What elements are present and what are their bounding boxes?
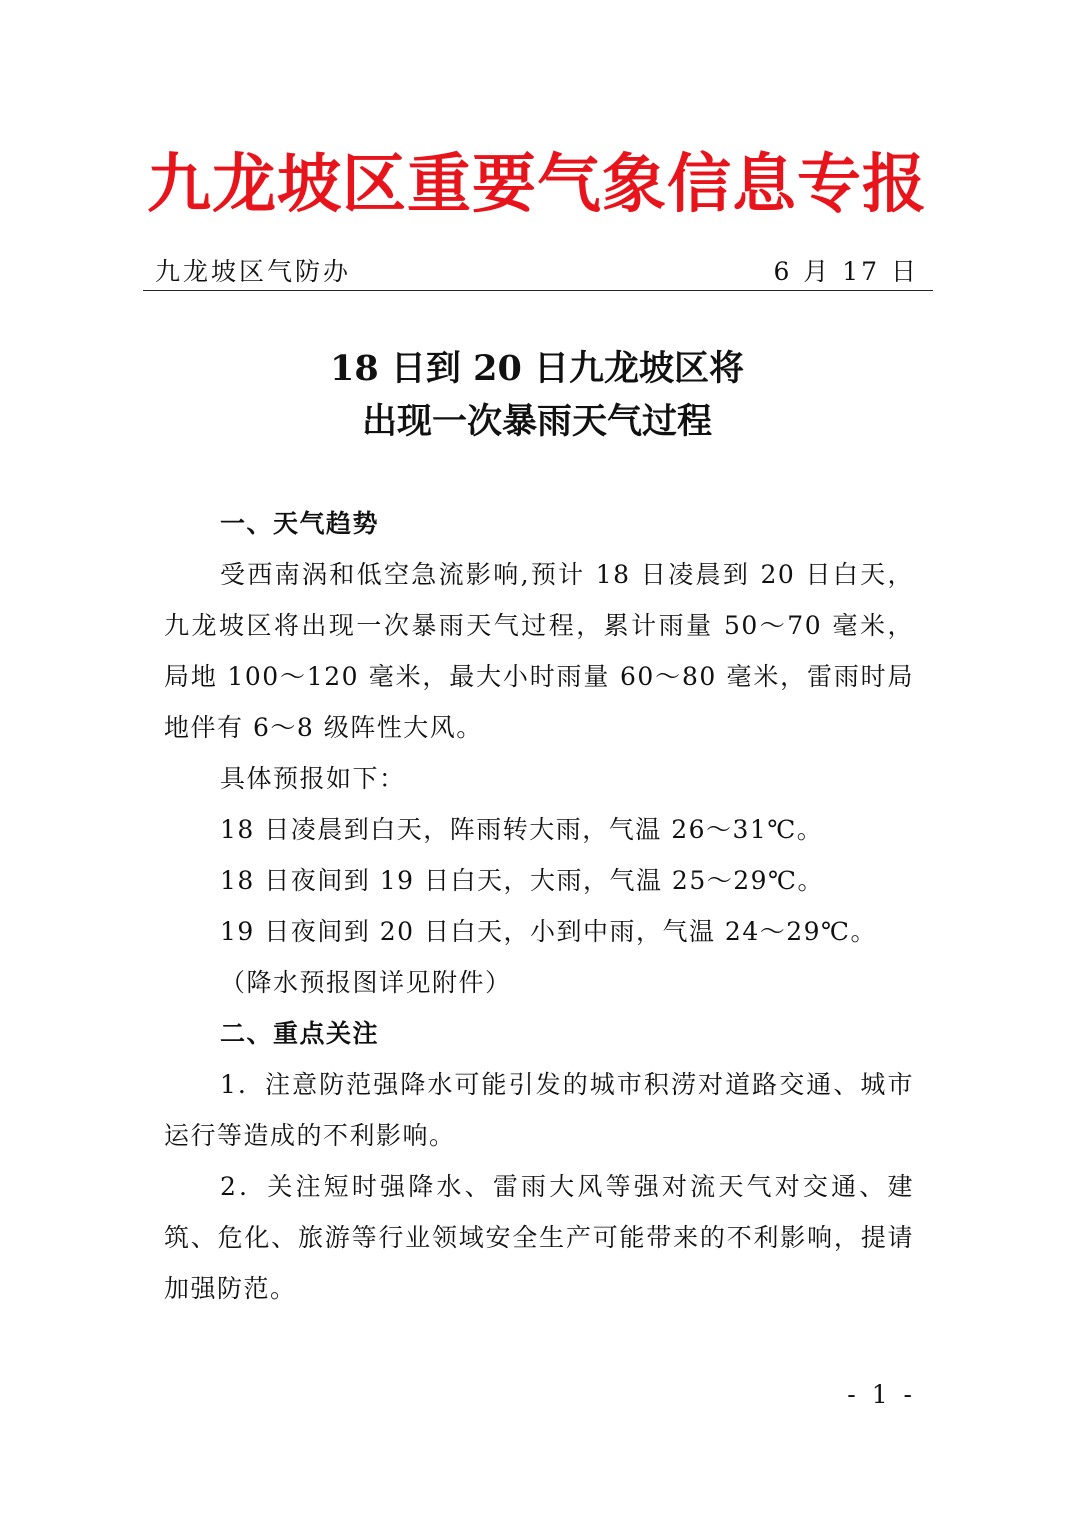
masthead-title: 九龙坡区重要气象信息专报 (147, 147, 927, 222)
page-number: - 1 - (847, 1380, 916, 1409)
forecast-intro: 具体预报如下： (220, 764, 406, 793)
attachment-note: （降水预报图详见附件） (220, 968, 512, 997)
document-body (164, 498, 914, 1314)
issuer-name: 九龙坡区气防办 (155, 257, 352, 286)
issuer-row (143, 248, 933, 291)
section-heading-trend: 一、天气趋势 (220, 509, 380, 538)
forecast-day-2: 18 日夜间到 19 日白天，大雨，气温 25～29℃。 (220, 866, 825, 895)
focus-item-1: 1．注意防范强降水可能引发的城市积涝对道路交通、城市运行等造成的不利影响。 (164, 1070, 914, 1150)
trend-summary-paragraph: 受西南涡和低空急流影响,预计 18 日凌晨到 20 日白天，九龙坡区将出现一次暴雨天气过程，累计雨量 50～70 毫米，局地 100～120 毫米，最大小时雨量 60～80 毫米，雷雨时局地伴有 6～8 级阵性大风。 (164, 560, 914, 742)
focus-item-2: 2．关注短时强降水、雷雨大风等强对流天气对交通、建筑、危化、旅游等行业领域安全生产可能带来的不利影响，提请加强防范。 (164, 1172, 914, 1303)
issue-date: 6 月 17 日 (773, 257, 919, 286)
document-title-line-2: 出现一次暴雨天气过程 (361, 401, 712, 442)
section-heading-focus: 二、重点关注 (220, 1019, 380, 1048)
document-title (0, 342, 1074, 448)
forecast-day-1: 18 日凌晨到白天，阵雨转大雨，气温 26～31℃。 (220, 815, 824, 844)
document-title-line-1: 18 日到 20 日九龙坡区将 (330, 348, 744, 389)
forecast-day-3: 19 日夜间到 20 日白天，小到中雨，气温 24～29℃。 (220, 917, 878, 946)
